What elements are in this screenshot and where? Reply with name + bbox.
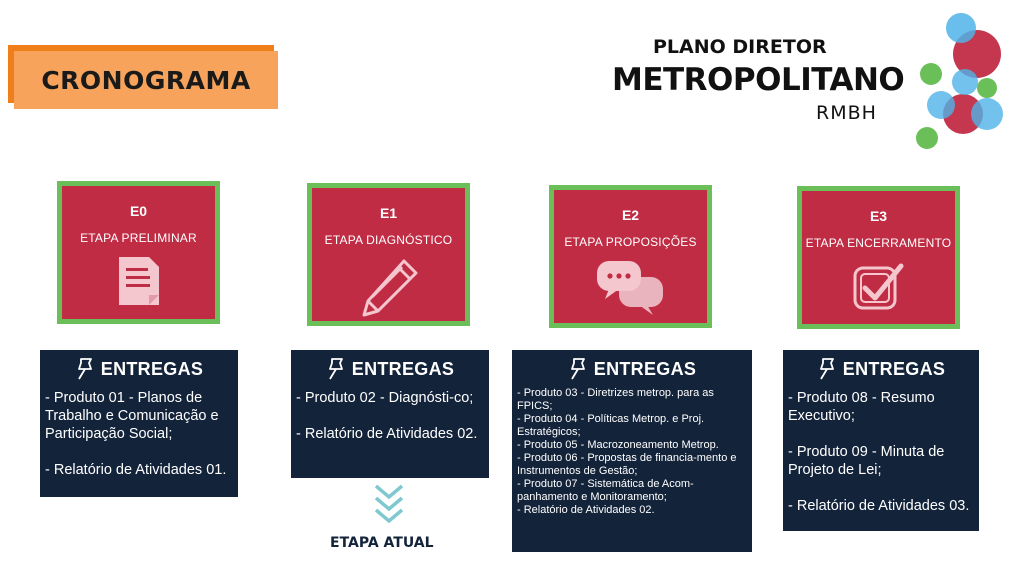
logo-line-1: PLANO DIRETOR: [653, 36, 827, 58]
stage-card-e3: [797, 186, 960, 329]
chat-bubbles-icon: [595, 259, 667, 317]
stage-code: E3: [869, 208, 888, 224]
deliverables-heading: ENTREGAS: [842, 358, 946, 379]
stage-card-e0: [57, 181, 220, 324]
stage-code: E2: [621, 207, 640, 223]
stage-name: ETAPA DIAGNÓSTICO: [324, 233, 453, 247]
pushpin-icon: [75, 357, 95, 381]
stage-name: ETAPA ENCERRAMENTO: [805, 236, 952, 250]
deliverables-heading: ENTREGAS: [593, 358, 697, 379]
checkbox-icon: [851, 260, 907, 316]
deliverables-heading: ENTREGAS: [351, 358, 455, 379]
title-badge: [14, 51, 278, 109]
current-stage-label: ETAPA ATUAL: [330, 535, 434, 551]
stage-name: ETAPA PROPOSIÇÕES: [564, 235, 697, 249]
pushpin-icon: [326, 357, 346, 381]
deliverables-text: - Produto 01 - Planos de Trabalho e Comunicação e Participação Social; - Relatório de Atividades 01.: [45, 390, 227, 478]
stage-card-e2: [549, 185, 712, 328]
deliverables-heading: ENTREGAS: [100, 358, 204, 379]
stage-code: E0: [129, 203, 148, 219]
pushpin-icon: [568, 357, 588, 381]
deliverables-box-e1: [291, 350, 489, 478]
deliverables-text: - Produto 08 - Resumo Executivo; - Produto 09 - Minuta de Projeto de Lei; - Relatório de Atividades 03.: [788, 390, 970, 514]
stage-card-e1: [307, 183, 470, 326]
deliverables-box-e3: [783, 350, 979, 531]
deliverables-text: - Produto 02 - Diagnósti-co; - Relatório de Atividades 02.: [296, 390, 478, 442]
pushpin-icon: [817, 357, 837, 381]
chevrons-down-icon: [372, 484, 406, 524]
pencil-icon: [358, 257, 420, 319]
logo-line-2: METROPOLITANO: [612, 62, 905, 98]
stage-name: ETAPA PRELIMINAR: [80, 231, 197, 245]
deliverables-text: - Produto 03 - Diretrizes metrop. para as FPICS; - Produto 04 - Políticas Metrop. e Proj. Estratégicos; - Produto 05 - Macrozoneamento Metrop. - Produto 06 - Propostas de financia-mento e Instrumentos de Gestão; - Produto 07 - Sistemática de Acom-panhamento e Monitoramento; - Relatório de Atividades 02.: [517, 387, 737, 516]
logo-line-3: RMBH: [816, 102, 877, 124]
document-icon: [117, 255, 161, 307]
deliverables-box-e2: [512, 350, 752, 552]
deliverables-box-e0: [40, 350, 238, 497]
logo-circles-icon: [905, 10, 1015, 155]
stage-code: E1: [379, 205, 398, 221]
page-title: CRONOGRAMA: [41, 65, 251, 95]
